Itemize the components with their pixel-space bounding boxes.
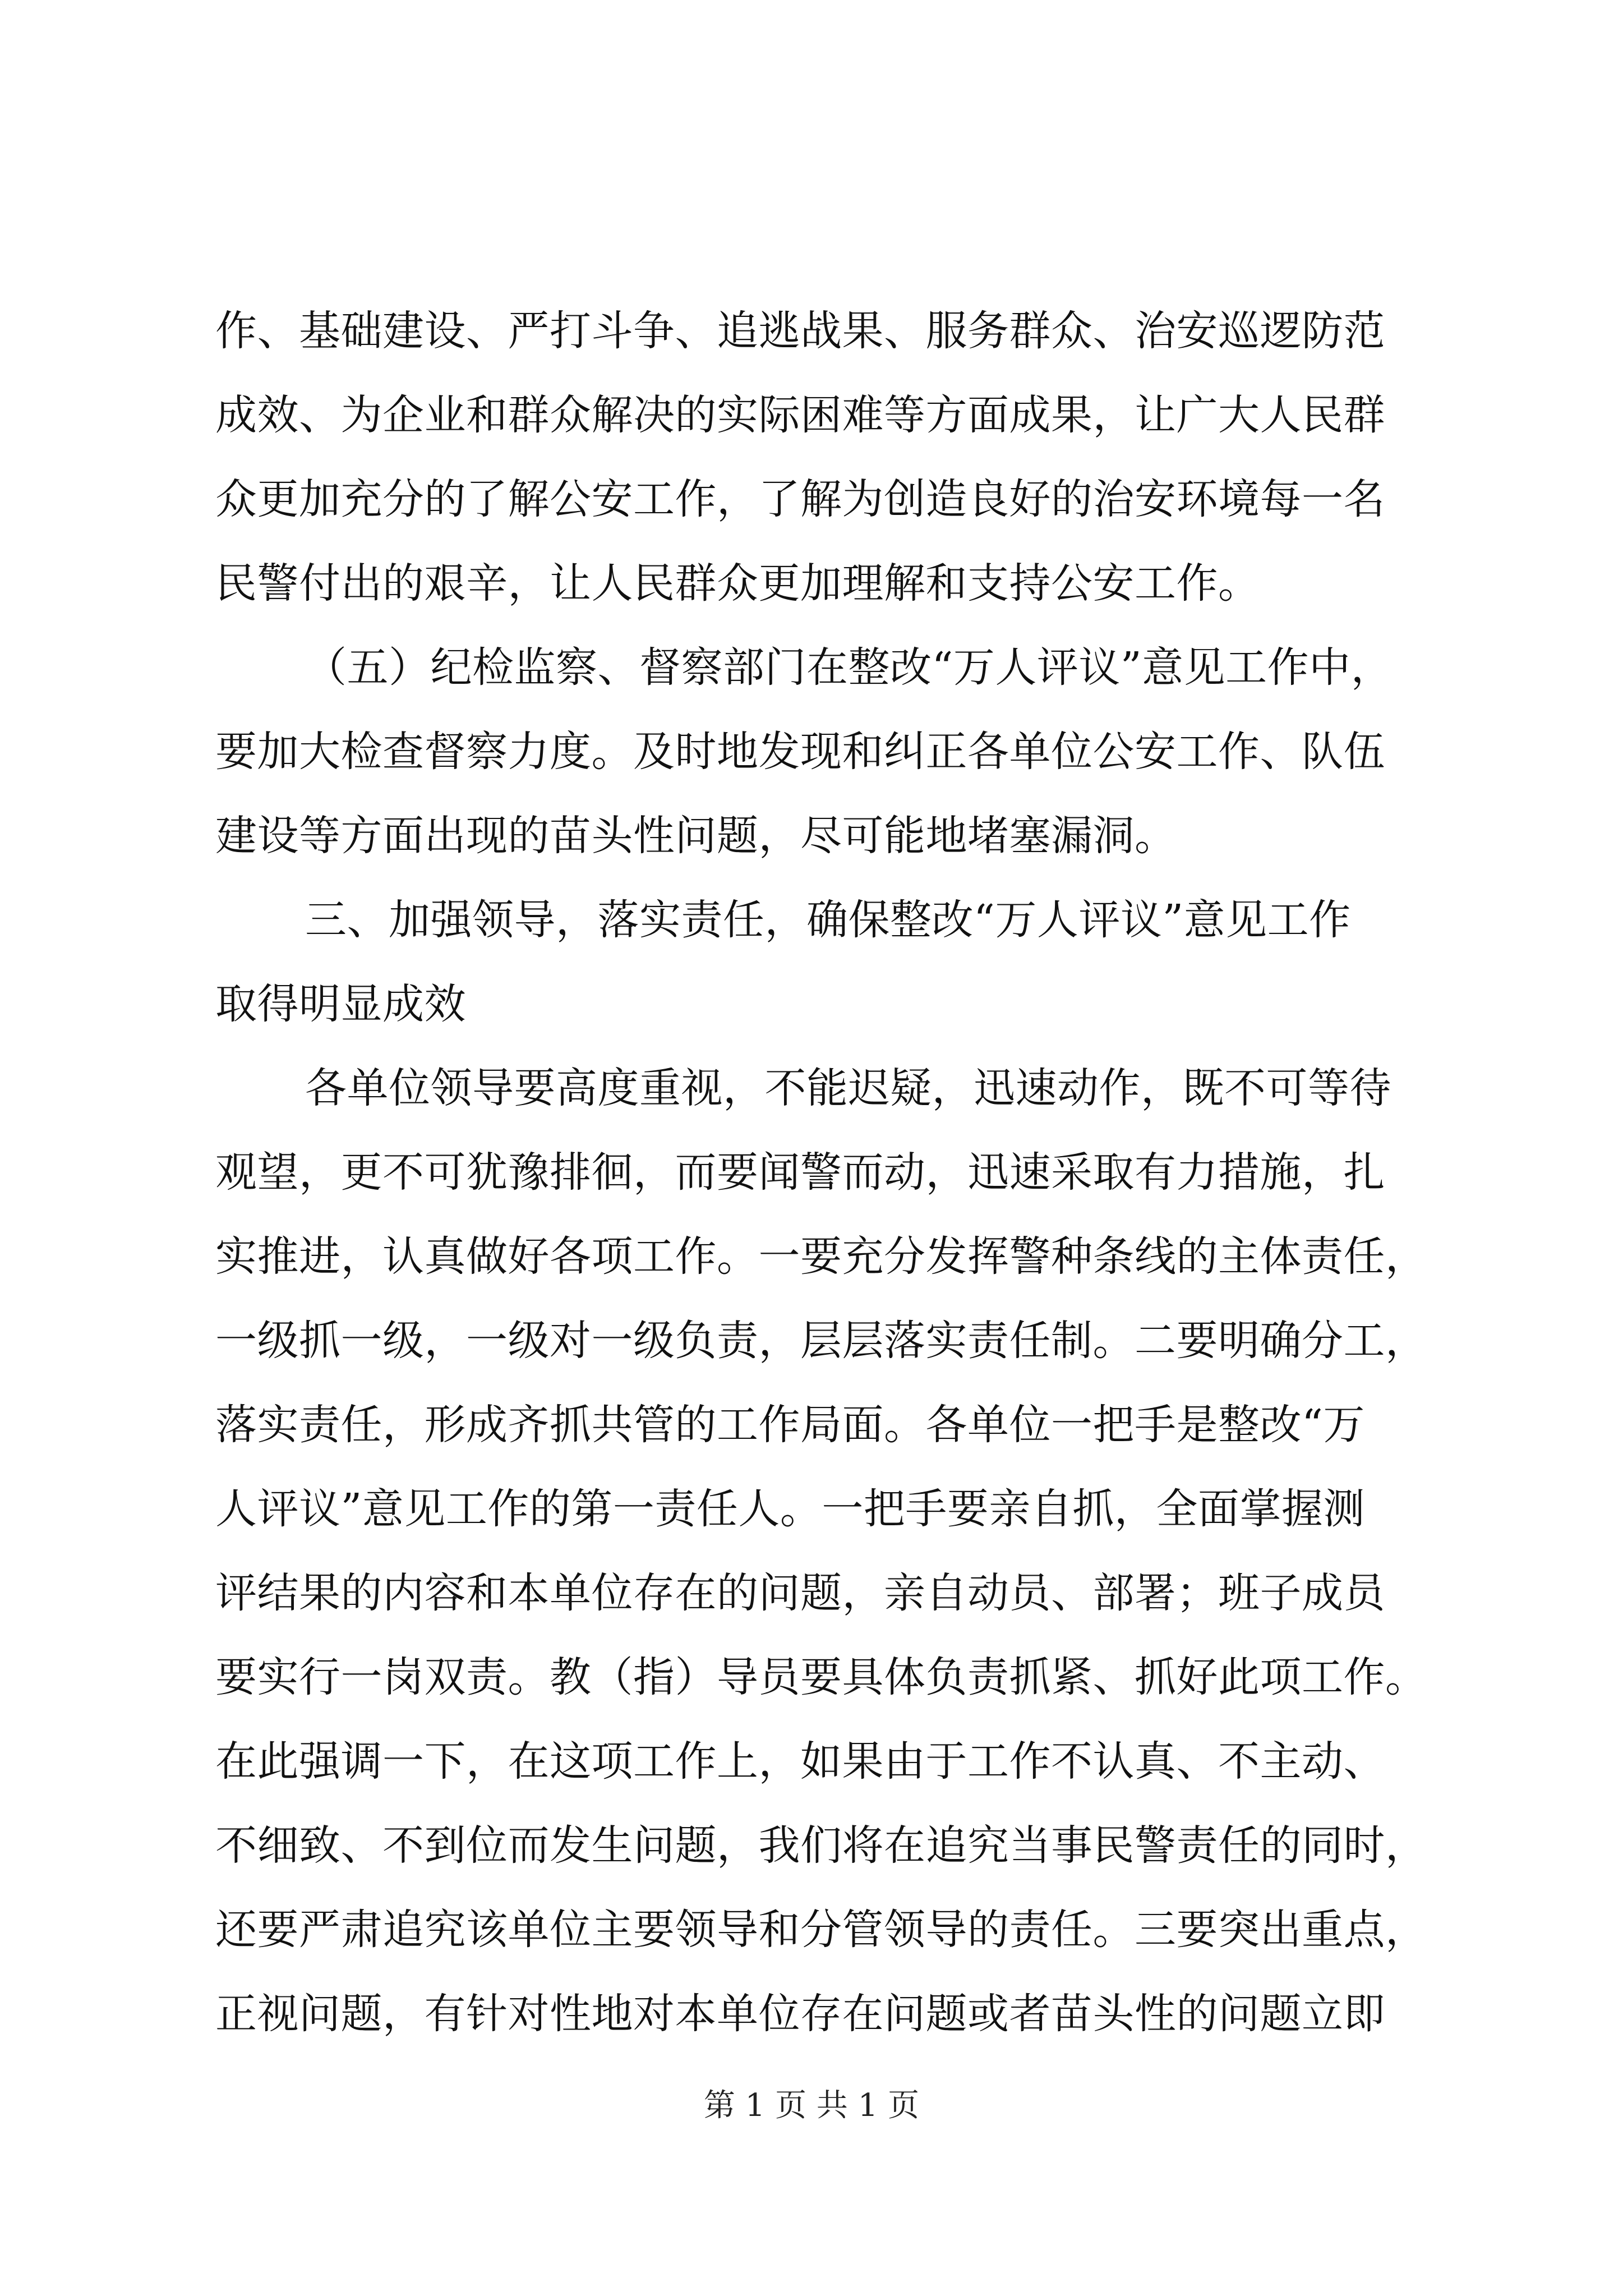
text-line: 要实行一岗双责。教（指）导员要具体负责抓紧、抓好此项工作。 [215, 1653, 1427, 1701]
text-line: 民警付出的艰辛，让人民群众更加理解和支持公安工作。 [215, 559, 1260, 608]
text-line: 观望，更不可犹豫排徊，而要闻警而动，迅速采取有力措施，扎 [215, 1148, 1385, 1197]
text-line: 作、基础建设、严打斗争、追逃战果、服务群众、治安巡逻防范 [215, 307, 1385, 355]
text-line: 成效、为企业和群众解决的实际困难等方面成果，让广大人民群 [215, 391, 1385, 439]
text-line: 在此强调一下，在这项工作上，如果由于工作不认真、不主动、 [215, 1737, 1385, 1786]
text-line: 各单位领导要高度重视，不能迟疑，迅速动作，既不可等待 [305, 1064, 1391, 1112]
text-line: 众更加充分的了解公安工作，了解为创造良好的治安环境每一名 [215, 475, 1385, 523]
text-line: 要加大检查督察力度。及时地发现和纠正各单位公安工作、队伍 [215, 728, 1385, 776]
text-line: 评结果的内容和本单位存在的问题，亲自动员、部署；班子成员 [215, 1569, 1385, 1617]
text-line: （五）纪检监察、督察部门在整改“万人评议”意见工作中， [305, 643, 1393, 692]
text-line: 不细致、不到位而发生问题，我们将在追究当事民警责任的同时， [215, 1821, 1427, 1870]
text-line: 人评议”意见工作的第一责任人。一把手要亲自抓，全面掌握测 [215, 1485, 1365, 1533]
text-line: 还要严肃追究该单位主要领导和分管领导的责任。三要突出重点， [215, 1906, 1427, 1954]
text-line: 建设等方面出现的苗头性问题，尽可能地堵塞漏洞。 [215, 812, 1177, 860]
text-line: 一级抓一级，一级对一级负责，层层落实责任制。二要明确分工， [215, 1317, 1427, 1365]
text-line: 落实责任，形成齐抓共管的工作局面。各单位一把手是整改“万 [215, 1401, 1365, 1449]
text-line: 实推进，认真做好各项工作。一要充分发挥警种条线的主体责任， [215, 1232, 1427, 1281]
section-heading-line: 三、加强领导，落实责任，确保整改“万人评议”意见工作 [305, 896, 1351, 944]
section-heading-line: 取得明显成效 [215, 980, 466, 1028]
page-number-footer: 第 1 页 共 1 页 [703, 2087, 920, 2124]
text-line: 正视问题，有针对性地对本单位存在问题或者苗头性的问题立即 [215, 1990, 1385, 2038]
